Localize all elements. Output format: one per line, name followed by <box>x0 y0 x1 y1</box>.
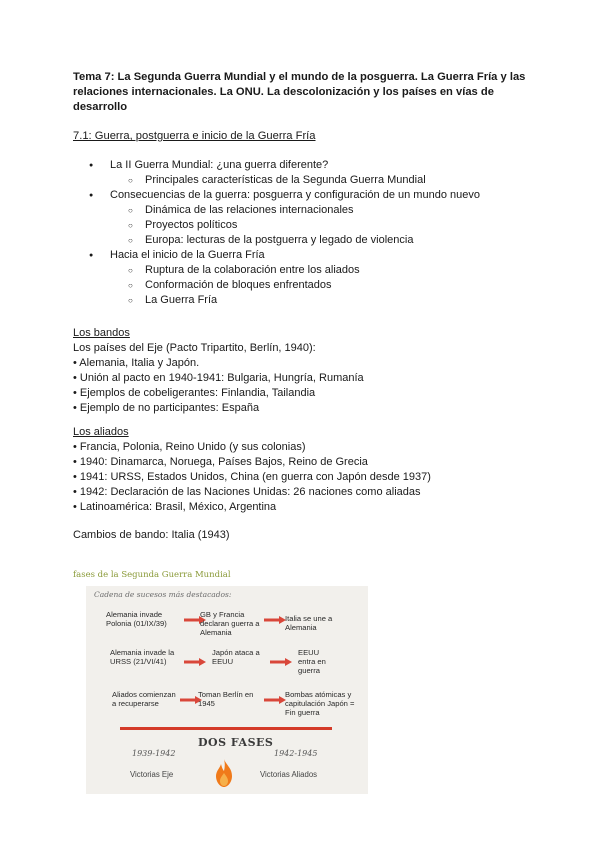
outline-item: ● Hacia el inicio de la Guerra Fría <box>73 248 543 263</box>
bandos-heading: Los bandos <box>73 327 130 339</box>
event-box: Bombas atómicas y capitulación Japón = Fin guerra <box>285 690 355 717</box>
event-box: Alemania invade Polonia (01/IX/39) <box>106 610 167 628</box>
event-box: EEUU entra en guerra <box>298 648 326 675</box>
flame-icon <box>214 759 234 787</box>
aliados-line: • Francia, Polonia, Reino Unido (y sus colonias) <box>73 441 306 453</box>
phase-victories: Victorias Eje <box>130 770 174 779</box>
page-title: Tema 7: La Segunda Guerra Mundial y el mundo de la posguerra. La Guerra Fría y las relaciones internacionales. La ONU. La descolonización y los países en vías de desarrollo <box>73 71 526 113</box>
arrow-right-icon <box>264 696 286 704</box>
bandos-line: • Unión al pacto en 1940-1941: Bulgaria, Hungría, Rumanía <box>73 372 364 384</box>
phase-years: 1939-1942 <box>132 749 176 758</box>
aliados-line: • 1940: Dinamarca, Noruega, Países Bajos, Reino de Grecia <box>73 456 368 468</box>
arrow-right-icon <box>264 616 286 624</box>
outline-subitem: ○ Principales características de la Segunda Guerra Mundial <box>73 173 543 188</box>
outline-subitem: ○ Dinámica de las relaciones internacionales <box>73 203 543 218</box>
aliados-block <box>73 425 553 515</box>
outline-subitem: ○ Conformación de bloques enfrentados <box>73 278 543 293</box>
event-box: Alemania invade la URSS (21/VI/41) <box>110 648 175 666</box>
phases-title: DOS FASES <box>198 736 274 749</box>
event-box: GB y Francia declaran guerra a Alemania <box>200 610 260 637</box>
outline-item: ● Consecuencias de la guerra: posguerra y configuración de un mundo nuevo <box>73 188 543 203</box>
divider-line <box>120 727 332 730</box>
outline-subitem: ○ Europa: lecturas de la postguerra y legado de violencia <box>73 233 543 248</box>
event-box: Japón ataca a EEUU <box>212 648 260 666</box>
outline-subitem: ○ Proyectos políticos <box>73 218 543 233</box>
phases-figure <box>86 586 368 794</box>
arrow-right-icon <box>270 658 292 666</box>
phase-victories: Victorias Aliados <box>260 770 318 779</box>
bandos-line: • Alemania, Italia y Japón. <box>73 357 200 369</box>
event-box: Aliados comienzan a recuperarse <box>112 690 176 708</box>
aliados-line: • Latinoamérica: Brasil, México, Argentina <box>73 501 277 513</box>
outline-subitem: ○ Ruptura de la colaboración entre los aliados <box>73 263 543 278</box>
outline-subitem: ○ La Guerra Fría <box>73 293 543 308</box>
bandos-line: • Ejemplo de no participantes: España <box>73 402 260 414</box>
topic-outline <box>73 158 543 308</box>
arrow-right-icon <box>184 658 206 666</box>
event-box: Toman Berlín en 1945 <box>198 690 254 708</box>
cambios-text: Cambios de bando: Italia (1943) <box>73 529 230 541</box>
bandos-line: Los países del Eje (Pacto Tripartito, Berlín, 1940): <box>73 342 316 354</box>
aliados-line: • 1942: Declaración de las Naciones Unidas: 26 naciones como aliadas <box>73 486 421 498</box>
section-heading: 7.1: Guerra, postguerra e inicio de la Guerra Fría <box>73 130 316 142</box>
aliados-heading: Los aliados <box>73 426 129 438</box>
figure-caption: fases de la Segunda Guerra Mundial <box>73 570 231 580</box>
event-box: Italia se une a Alemania <box>285 614 333 632</box>
aliados-line: • 1941: URSS, Estados Unidos, China (en guerra con Japón desde 1937) <box>73 471 431 483</box>
figure-heading: Cadena de sucesos más destacados: <box>94 590 232 599</box>
phase-years: 1942-1945 <box>274 749 318 758</box>
bandos-block <box>73 326 553 416</box>
bandos-line: • Ejemplos de cobeligerantes: Finlandia, Tailandia <box>73 387 316 399</box>
outline-item: ● La II Guerra Mundial: ¿una guerra diferente? <box>73 158 543 173</box>
